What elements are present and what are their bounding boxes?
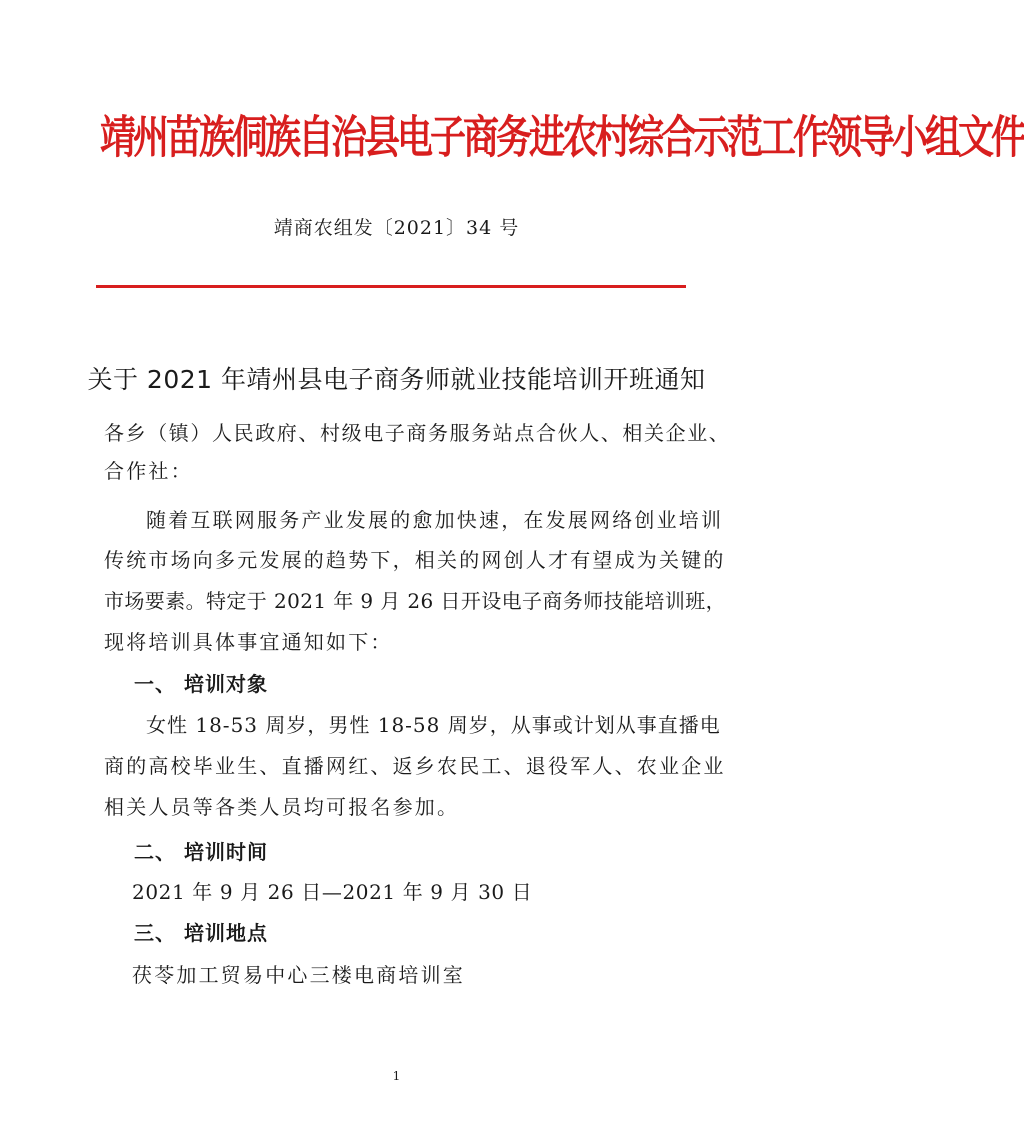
section-3-line-1: 茯苓加工贸易中心三楼电商培训室 [132, 963, 465, 987]
section-1-line-3: 相关人员等各类人员均可报名参加。 [104, 795, 460, 819]
section-heading-training-time: 二、 培训时间 [134, 840, 268, 864]
intro-line-3: 市场要素。特定于 2021 年 9 月 26 日开设电子商务师技能培训班， [104, 589, 727, 613]
section-heading-training-location: 三、 培训地点 [134, 921, 268, 945]
issuer-header-title: 靖州苗族侗族自治县电子商务进农村综合示范工作领导小组文件 [100, 111, 1024, 164]
section-1-line-1: 女性 18-53 周岁，男性 18-58 周岁，从事或计划从事直播电 [146, 713, 721, 737]
page-number: 1 [392, 1069, 401, 1083]
notice-title: 关于 2021 年靖州县电子商务师就业技能培训开班通知 [87, 365, 706, 394]
section-1-line-2: 商的高校毕业生、直播网红、返乡农民工、退役军人、农业企业 [104, 754, 726, 778]
section-heading-target-audience: 一、 培训对象 [134, 672, 268, 696]
addressee-line-1: 各乡（镇）人民政府、村级电子商务服务站点合伙人、相关企业、 [104, 421, 731, 445]
document-number: 靖商农组发〔2021〕34 号 [273, 217, 520, 239]
addressee-line-2: 合作社： [104, 459, 193, 483]
red-separator-line [96, 285, 686, 288]
intro-line-2: 传统市场向多元发展的趋势下，相关的网创人才有望成为关键的 [104, 548, 726, 572]
section-2-line-1: 2021 年 9 月 26 日—2021 年 9 月 30 日 [132, 880, 533, 904]
intro-line-1: 随着互联网服务产业发展的愈加快速，在发展网络创业培训 [146, 508, 724, 532]
intro-line-4: 现将培训具体事宜通知如下： [104, 630, 393, 654]
